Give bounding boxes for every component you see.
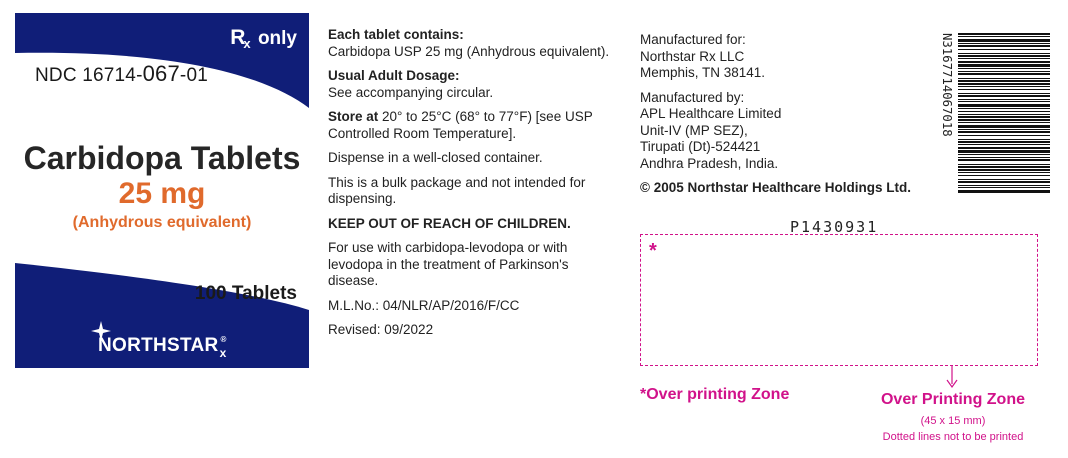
manufacturer-unit: Unit-IV (MP SEZ),	[640, 122, 748, 138]
barcode-bar	[958, 187, 1050, 188]
rx-only-text: only	[257, 28, 297, 49]
barcode-bar	[958, 154, 1050, 155]
barcode-bar	[958, 49, 1050, 50]
dosage-heading: Usual Adult Dosage:	[328, 68, 460, 83]
barcode-bar	[958, 68, 1050, 69]
barcode-bar	[958, 114, 1050, 115]
ndc-prefix: NDC 16714-	[35, 65, 143, 86]
distributor-address: Memphis, TN 38141.	[640, 65, 766, 80]
barcode-bar	[958, 78, 1050, 79]
barcode-bar	[958, 139, 1050, 140]
barcode-bar	[958, 45, 1050, 47]
barcode-bar	[958, 185, 1050, 186]
barcode-bar	[958, 175, 1050, 176]
barcode-bar	[958, 135, 1050, 136]
barcode-bar	[958, 164, 1050, 165]
product-strength: 25 mg	[118, 177, 206, 210]
rx-symbol: R	[230, 26, 246, 49]
barcode-bar	[958, 144, 1050, 145]
barcode-bar	[958, 95, 1050, 97]
barcode-bar	[958, 147, 1050, 149]
barcode-bar	[958, 172, 1050, 173]
barcode-bar	[958, 129, 1050, 130]
storage-text-line2: Controlled Room Temperature].	[328, 125, 517, 141]
manufactured-by-block	[640, 90, 940, 173]
arrow-down-icon	[944, 366, 960, 390]
storage-block	[328, 109, 628, 142]
manufacturing-license-number: M.L.No.: 04/NLR/AP/2016/F/CC	[328, 297, 520, 313]
composition-block	[328, 27, 628, 60]
barcode-bar	[958, 61, 1050, 63]
barcode-bar	[958, 166, 1050, 168]
barcode-bar	[958, 108, 1050, 109]
dotted-lines-note: Dotted lines not to be printed	[882, 431, 1024, 443]
barcode-number-text: N3167714067018	[940, 33, 954, 137]
registered-mark: ®	[220, 335, 227, 344]
northstar-logo-text: NORTHSTAR	[98, 335, 219, 356]
barcode-bar	[958, 58, 1050, 59]
barcode-bar	[958, 190, 1050, 193]
over-printing-zone-size: (45 x 15 mm)	[920, 415, 986, 427]
principal-display-panel	[15, 13, 309, 368]
ndc-number	[35, 61, 208, 87]
barcode-bar	[958, 122, 1050, 123]
barcode-bar	[958, 93, 1050, 94]
barcode-bar	[958, 157, 1050, 158]
barcode-bar	[958, 150, 1050, 153]
revision-date: Revised: 09/2022	[328, 322, 434, 337]
barcode-bar	[958, 131, 1050, 133]
dosage-text: See accompanying circular.	[328, 84, 494, 100]
storage-heading: Store at	[328, 109, 379, 124]
manufacturer-column	[640, 32, 940, 197]
logo-rx-mark: x	[219, 346, 227, 360]
over-printing-zone-title: Over Printing Zone	[880, 391, 1025, 408]
barcode-image	[958, 33, 1050, 193]
composition-text: Carbidopa USP 25 mg (Anhydrous equivalent).	[328, 43, 610, 59]
dispense-instruction: Dispense in a well-closed container.	[328, 150, 543, 165]
bulk-note-line1: This is a bulk package and not intended for	[328, 174, 586, 190]
storage-text-line1: 20° to 25°C (68° to 77°F) [see USP	[378, 109, 593, 124]
manufactured-for-heading: Manufactured for:	[640, 32, 746, 47]
over-printing-zone-box	[640, 234, 1038, 366]
indication-block	[328, 240, 628, 290]
barcode-bar	[958, 33, 1050, 35]
children-warning: KEEP OUT OF REACH OF CHILDREN.	[328, 215, 571, 231]
composition-heading: Each tablet contains:	[328, 27, 464, 42]
barcode-bar	[958, 101, 1050, 102]
barcode-bar	[958, 141, 1050, 143]
indication-line3: disease.	[328, 273, 379, 288]
rx-only-label	[230, 26, 297, 50]
distributor-name: Northstar Rx LLC	[640, 48, 745, 64]
barcode-bar	[958, 43, 1050, 44]
barcode-bar	[958, 53, 1050, 54]
barcode-bar	[958, 181, 1050, 183]
barcode-bar	[958, 64, 1050, 67]
manufactured-by-heading: Manufactured by:	[640, 89, 745, 105]
over-printing-asterisk: *	[649, 240, 657, 262]
manufactured-for-block	[640, 32, 940, 82]
ndc-product-code: 067	[142, 61, 180, 86]
barcode-number	[940, 33, 956, 193]
over-printing-note: *Over printing Zone	[640, 386, 790, 403]
barcode-bar	[958, 119, 1050, 121]
barcode-bar	[958, 55, 1050, 57]
bulk-note-line2: dispensing.	[328, 191, 397, 206]
product-name: Carbidopa Tablets	[23, 140, 301, 176]
tablet-count: 100 Tablets	[194, 283, 297, 304]
barcode-bar	[958, 116, 1050, 118]
barcode-bar	[958, 169, 1050, 171]
barcode-bar	[958, 159, 1050, 161]
barcode-bar	[958, 99, 1050, 100]
copyright-notice: © 2005 Northstar Healthcare Holdings Ltd.	[640, 180, 912, 195]
barcode-bar	[958, 104, 1050, 107]
barcode-bar	[958, 83, 1050, 85]
dosage-block	[328, 68, 628, 101]
barcode-bar	[958, 73, 1050, 75]
barcode-bar	[958, 89, 1050, 90]
indication-line1: For use with carbidopa-levodopa or with	[328, 240, 568, 255]
rx-symbol-x: x	[243, 36, 251, 51]
manufacturer-state: Andhra Pradesh, India.	[640, 155, 779, 171]
barcode-bar	[958, 36, 1050, 37]
indication-line2: levodopa in the treatment of Parkinson's	[328, 256, 569, 272]
northstar-logo	[98, 335, 227, 360]
bulk-package-note	[328, 175, 628, 208]
barcode-bar	[958, 179, 1050, 180]
barcode-bar	[958, 39, 1050, 42]
barcode-bar	[958, 111, 1050, 112]
lot-code: P1430931	[790, 218, 879, 236]
barcode-bar	[958, 80, 1050, 82]
ndc-package-code: -01	[179, 65, 208, 86]
manufacturer-city: Tirupati (Dt)-524421	[640, 139, 761, 154]
label-info-column	[328, 27, 628, 347]
barcode-bar	[958, 125, 1050, 128]
strength-note: (Anhydrous equivalent)	[72, 214, 252, 231]
manufacturer-name: APL Healthcare Limited	[640, 106, 782, 121]
barcode-bar	[958, 71, 1050, 72]
barcode-bar	[958, 86, 1050, 87]
